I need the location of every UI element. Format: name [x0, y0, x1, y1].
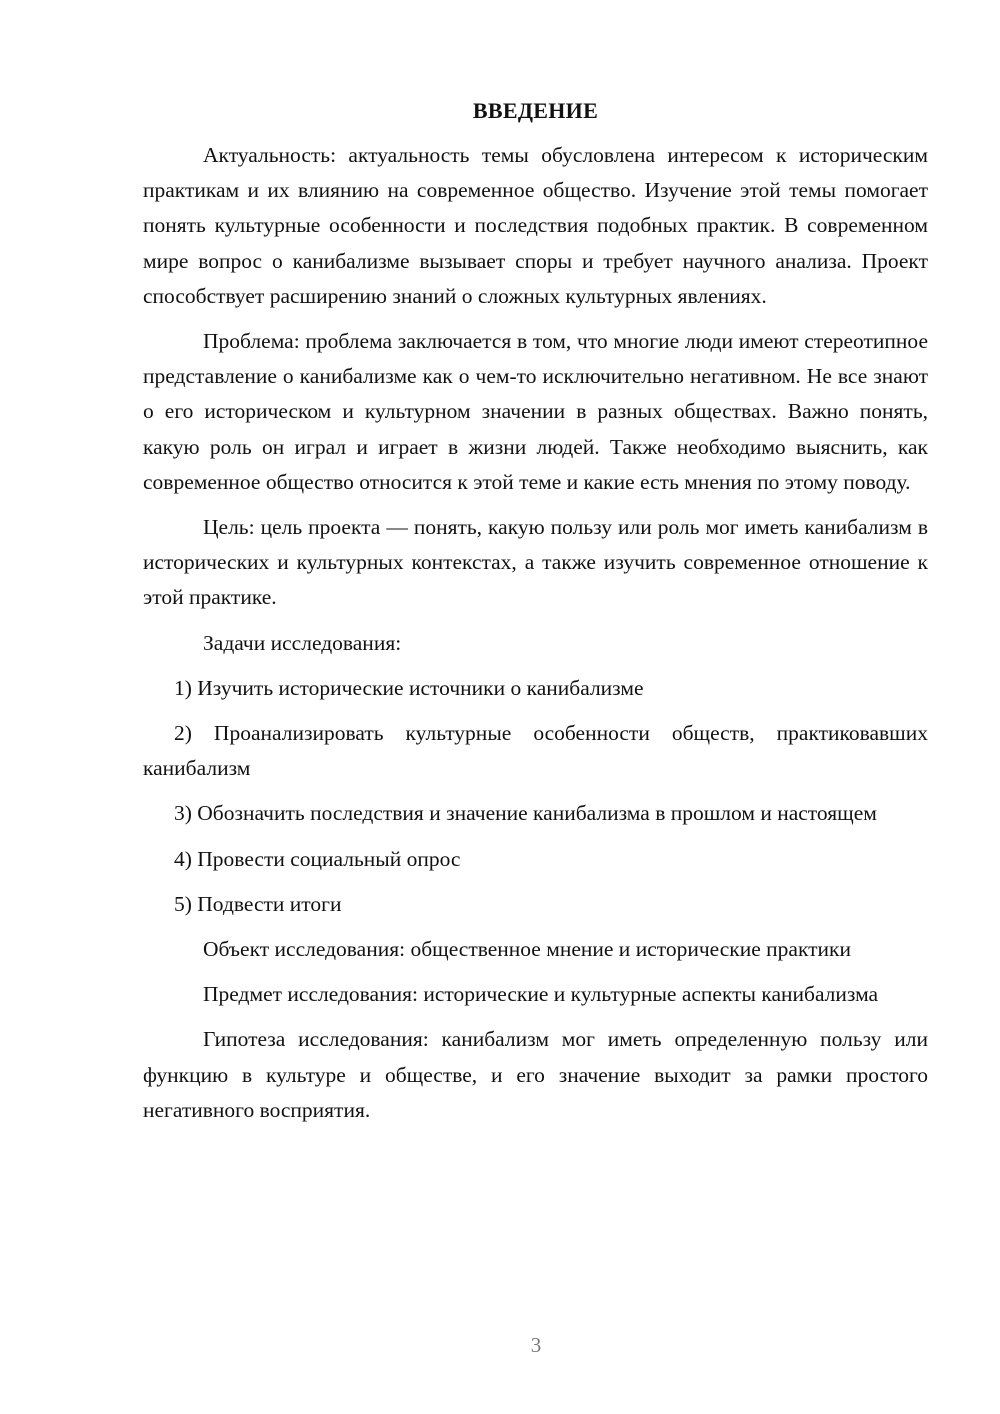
tasks-heading: Задачи исследования:	[203, 630, 402, 655]
task-item-4: 4) Провести социальный опрос	[174, 846, 461, 871]
problem-paragraph: Проблема: проблема заключается в том, что многие люди имеют стереотипное представление о канибализме как о чем-то исключительно негативном. Не все знают о его историческом и культурном значении в разных обществах. Важно понять, какую роль он играл и играет в жизни людей. Также необходимо выяснить, как современное общество относится к этой теме и какие есть мнения по этому поводу.	[143, 329, 928, 494]
task-item-1: 1) Изучить исторические источники о канибализме	[174, 675, 644, 700]
subject-paragraph: Предмет исследования: исторические и культурные аспекты канибализма	[203, 982, 879, 1007]
goal-paragraph: Цель: цель проекта — понять, какую пользу или роль мог иметь канибализм в исторических и культурных контекстах, а также изучить современное отношение к этой практике.	[143, 515, 928, 610]
task-item-3: 3) Обозначить последствия и значение канибализма в прошлом и настоящем	[174, 801, 877, 826]
relevance-paragraph: Актуальность: актуальность темы обусловлена интересом к историческим практикам и их влиянию на современное общество. Изучение этой темы помогает понять культурные особенности и последствия подобных практик. В современном мире вопрос о канибализме вызывает споры и требует научного анализа. Проект способствует расширению знаний о сложных культурных явлениях.	[143, 143, 928, 308]
page-number: 3	[530, 1333, 542, 1357]
task-item-2: 2) Проанализировать культурные особенности обществ, практиковавших канибализм	[143, 721, 928, 781]
task-item-5: 5) Подвести итоги	[174, 891, 342, 916]
object-paragraph: Объект исследования: общественное мнение и исторические практики	[203, 937, 851, 962]
document-page	[143, 96, 928, 1138]
section-title: ВВЕДЕНИЕ	[472, 98, 599, 123]
hypothesis-paragraph: Гипотеза исследования: канибализм мог иметь определенную пользу или функцию в культуре и обществе, и его значение выходит за рамки простого негативного восприятия.	[143, 1027, 928, 1122]
